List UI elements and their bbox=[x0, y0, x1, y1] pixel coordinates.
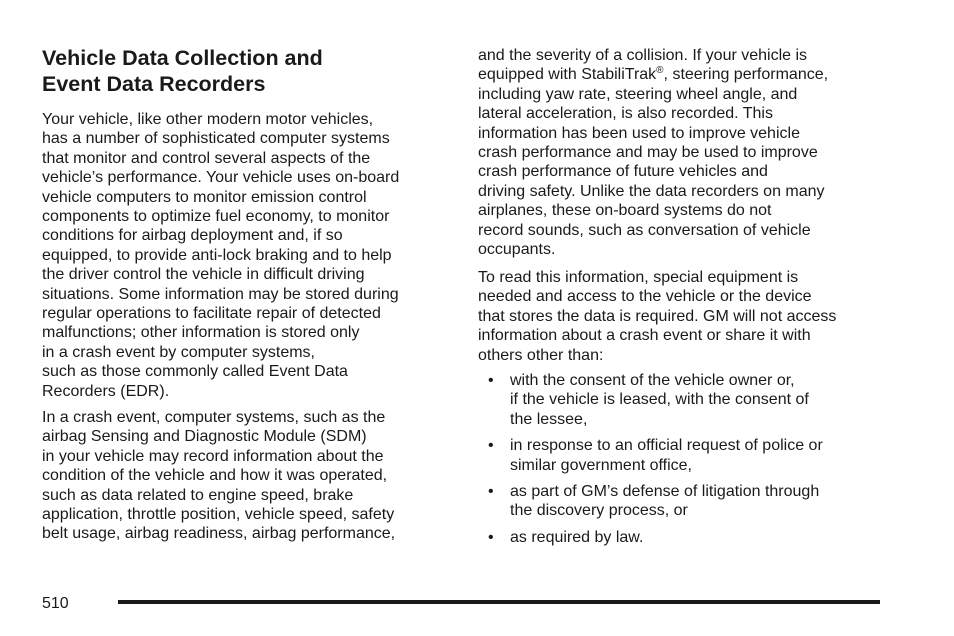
list-item bbox=[478, 436, 888, 475]
disclosure-conditions-list bbox=[478, 371, 888, 554]
footer-divider bbox=[118, 600, 880, 604]
list-item bbox=[478, 371, 888, 429]
paragraph-severity-part-a: and the severity of a collision. If your vehicle is equipped with StabiliTrak bbox=[478, 47, 808, 84]
list-item-text: as required by law. bbox=[510, 528, 644, 546]
bullet-dot-icon: • bbox=[488, 437, 494, 455]
list-item-text: as part of GM’s defense of litigation through the discovery process, or bbox=[510, 483, 820, 520]
list-item-text: with the consent of the vehicle owner or, if the vehicle is leased, with the consent of the lessee, bbox=[510, 372, 809, 428]
page-number: 510 bbox=[42, 595, 69, 612]
bullet-dot-icon: • bbox=[488, 483, 494, 501]
list-item-text: in response to an official request of police or similar government office, bbox=[510, 437, 823, 474]
paragraph-crash-event: In a crash event, computer systems, such as the airbag Sensing and Diagnostic Module (SDM) in your vehicle may record information about the condition of the vehicle and how it was operated, such as data related to engine speed, brake application, throttle position, vehicle speed, safety belt usage, airbag readiness, airbag performance, bbox=[42, 409, 396, 543]
bullet-dot-icon: • bbox=[488, 372, 494, 389]
list-item bbox=[478, 482, 888, 521]
paragraph-intro: Your vehicle, like other modern motor vehicles, has a number of sophisticated computer systems that monitor and control several aspects of the vehicle’s performance. Your vehicle uses on-board vehicle computers to monitor emission control components to optimize fuel economy, to monitor conditions for airbag deployment and, if so equipped, to provide anti-lock braking and to help the driver control the vehicle in difficult driving situations. Some information may be stored during regular operations to facilitate repair of detected malfunctions; other information is stored only in a crash event by computer systems, such as those commonly called Event Data Recorders (EDR). bbox=[42, 111, 400, 400]
list-item bbox=[478, 528, 888, 547]
bullet-dot-icon: • bbox=[488, 528, 494, 546]
registered-trademark-mark: ® bbox=[656, 65, 664, 77]
paragraph-severity-part-b: , steering performance, including yaw rate, steering wheel angle, and lateral acceleration, is also recorded. This information has been used to improve vehicle crash performance and may be used to improve crash performance of future vehicles and driving safety. Unlike the data recorders on many airplanes, these on-board systems do not record sounds, such as conversation of vehicle occupants. bbox=[478, 66, 829, 259]
paragraph-severity bbox=[478, 46, 828, 259]
section-heading: Vehicle Data Collection and Event Data Recorders bbox=[42, 46, 323, 96]
paragraph-access: To read this information, special equipment is needed and access to the vehicle or the device that stores the data is required. GM will not access information about a crash event or share it with others other than: bbox=[478, 269, 837, 364]
